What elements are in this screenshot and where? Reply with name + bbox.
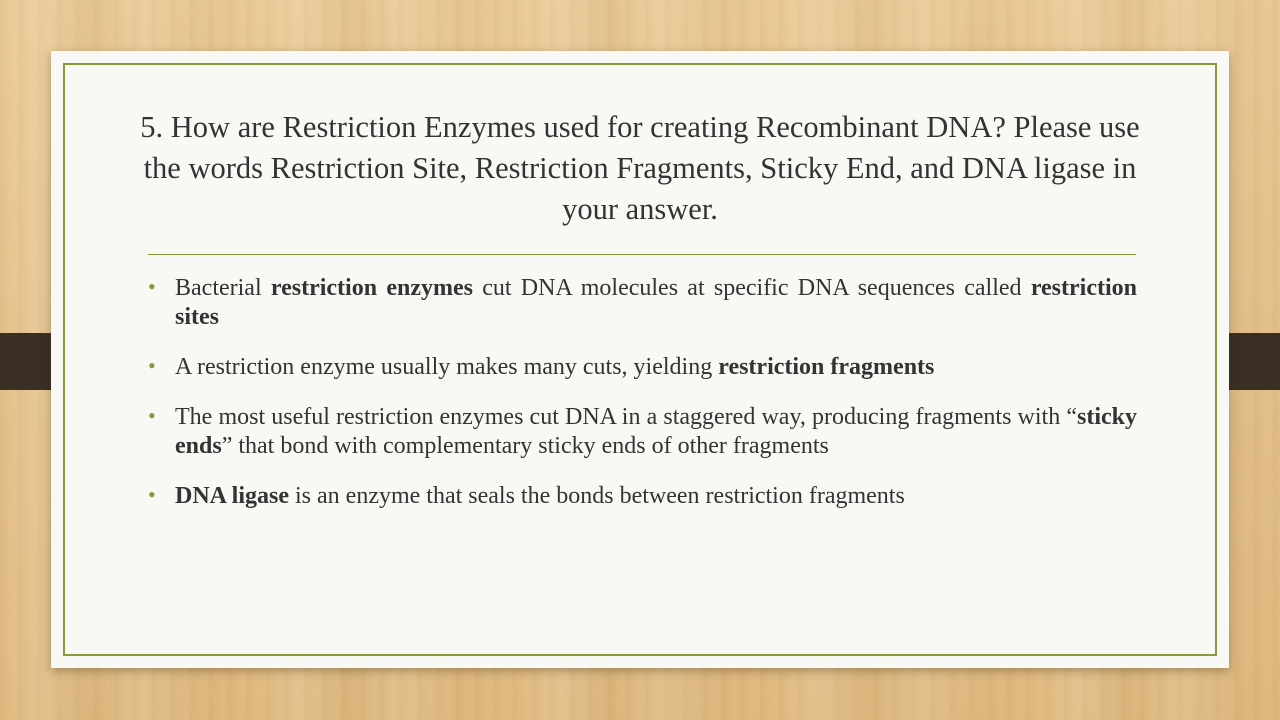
bullet-item-restriction-sites (148, 274, 1137, 332)
bullet-text: ” that bond with complementary sticky ends of other fragments (221, 433, 829, 459)
bullet-bold-term: sticky ends (175, 404, 1137, 459)
bullet-bold-term: DNA ligase (175, 483, 289, 509)
bullet-text: A restriction enzyme usually makes many cuts, yielding (175, 354, 719, 380)
title-divider (148, 254, 1136, 255)
bullet-dot-icon: • (148, 482, 156, 507)
bullet-dot-icon: • (148, 353, 156, 378)
bullet-item-dna-ligase (148, 482, 1137, 511)
bullet-text: is an enzyme that seals the bonds between restriction fragments (289, 483, 905, 509)
bullet-list (148, 274, 1137, 532)
bullet-dot-icon: • (148, 403, 156, 428)
bullet-item-sticky-ends (148, 403, 1137, 461)
bullet-text: The most useful restriction enzymes cut DNA in a staggered way, producing fragments with “ (175, 404, 1077, 430)
bullet-dot-icon: • (148, 274, 156, 299)
bullet-bold-term: restriction sites (175, 275, 1137, 330)
bullet-text: cut DNA molecules at specific DNA sequences called (472, 275, 1031, 301)
bullet-item-restriction-fragments (148, 353, 1137, 382)
bullet-bold-term: restriction enzymes (270, 275, 473, 301)
slide-card (51, 51, 1229, 668)
slide-title: 5. How are Restriction Enzymes used for creating Recombinant DNA? Please use the words Restriction Site, Restriction Fragments, Sticky End, and DNA ligase in your answer. (140, 110, 1140, 226)
bullet-bold-term: restriction fragments (718, 354, 935, 380)
bullet-text: Bacterial (175, 275, 271, 301)
